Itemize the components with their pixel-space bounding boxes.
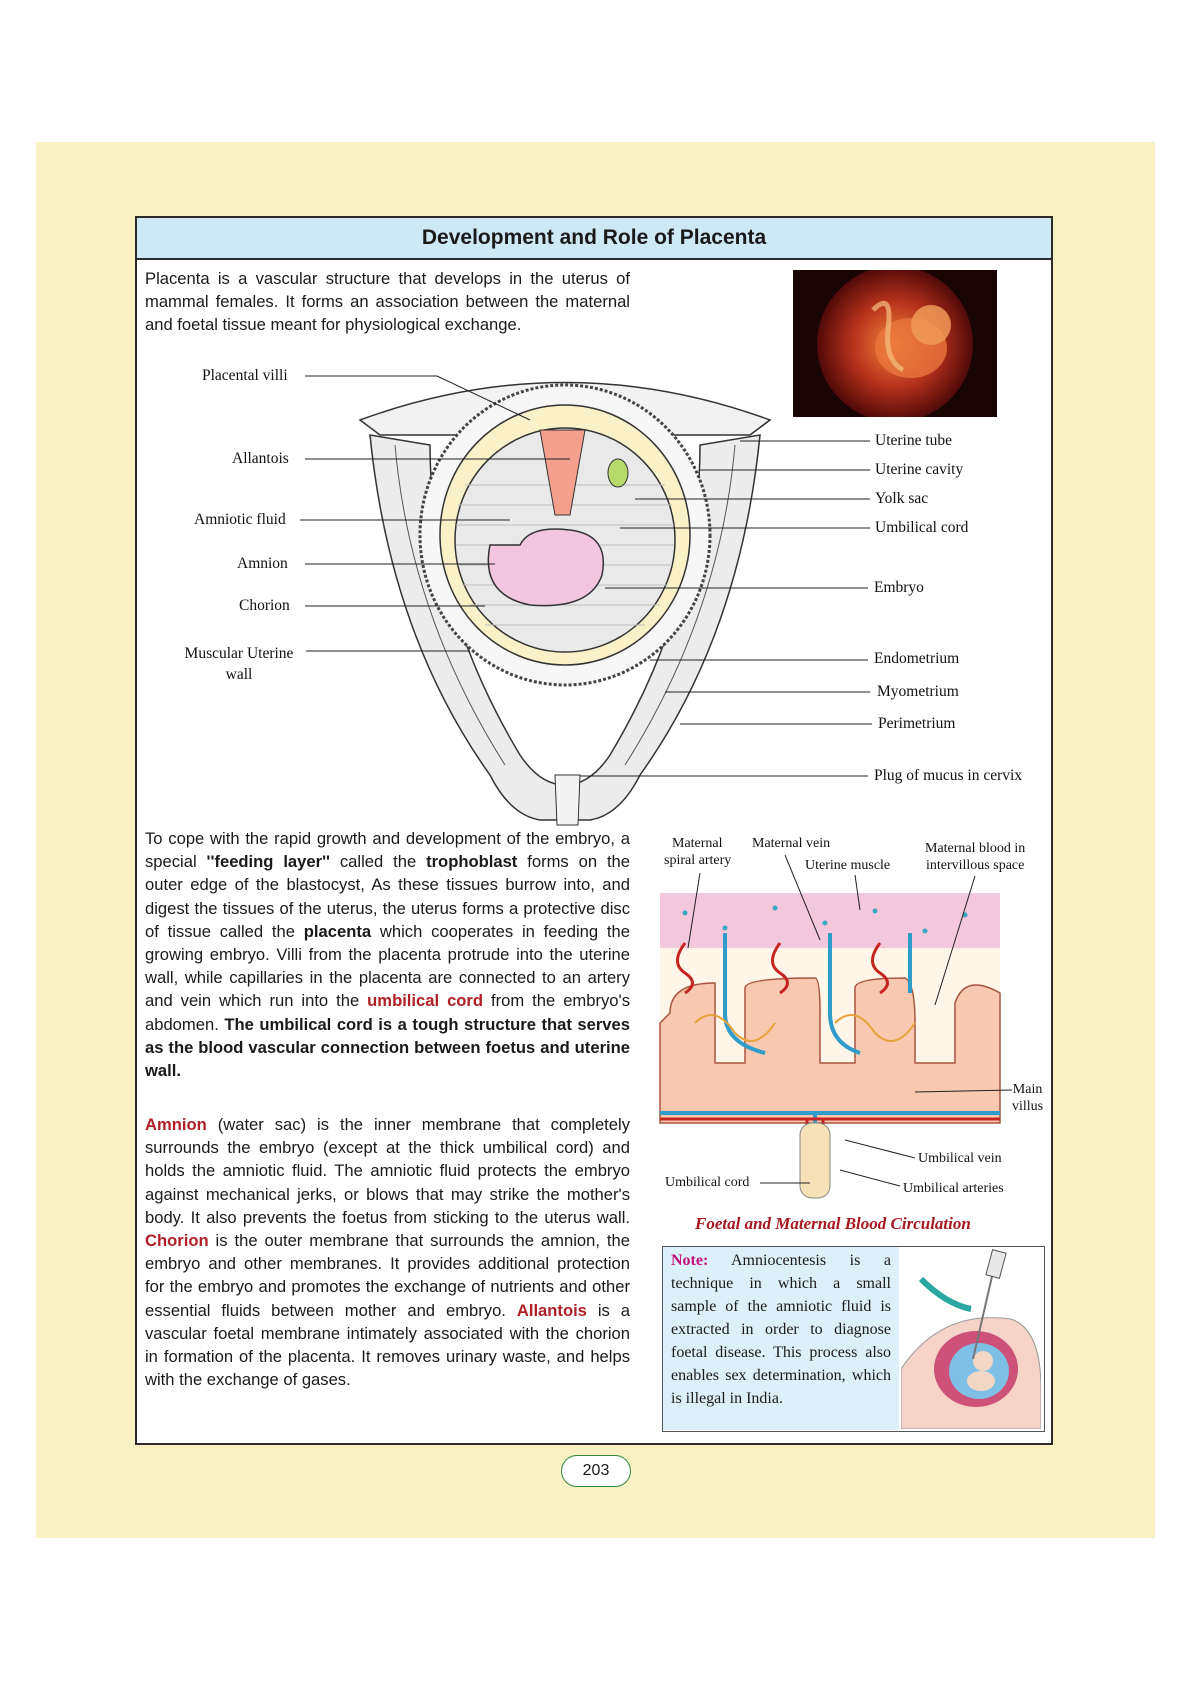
label-uterine-cavity: Uterine cavity <box>875 461 964 478</box>
label-yolk-sac: Yolk sac <box>875 490 929 507</box>
circulation-caption: Foetal and Maternal Blood Circulation <box>695 1214 971 1233</box>
section-title: Development and Role of Placenta <box>137 218 1051 260</box>
amniocentesis-illustration <box>901 1249 1041 1429</box>
label-maternal-vein: Maternal vein <box>752 836 831 851</box>
label-placental-villi: Placental villi <box>202 367 288 384</box>
label-umbilical-cord-2: Umbilical cord <box>665 1175 750 1190</box>
label-main-villus: Main villus <box>1012 1082 1044 1114</box>
label-maternal-blood: Maternal blood in intervillous space <box>925 841 1026 873</box>
label-amniotic-fluid: Amniotic fluid <box>194 511 286 528</box>
membranes-paragraph: Amnion (water sac) is the inner membrane that completely surrounds the embryo (except at the thick umbilical cord) and holds the amniotic fluid. The amniotic fluid protects the embryo against mechanical jerks, or blows that may strike the mother's body. It also prevents the foetus from sticking to the uterus wall. Chorion is the outer membrane that surrounds the amnion, the embryo and other membranes. It provides additional protection for the embryo and promotes the exchange of nutrients and other essential fluids between mother and embryo. Allantois is a vascular foetal membrane intimately associated with the chorion in formation of the placenta. It removes urinary waste, and helps with the exchange of gases. <box>145 1115 630 1390</box>
note-box <box>662 1246 1045 1432</box>
label-perimetrium: Perimetrium <box>878 715 956 732</box>
label-embryo: Embryo <box>874 579 924 596</box>
page-number: 203 <box>561 1455 631 1487</box>
label-myometrium: Myometrium <box>877 683 959 700</box>
label-chorion: Chorion <box>239 597 290 614</box>
label-endometrium: Endometrium <box>874 650 960 667</box>
note-text: Note: Amniocentesis is a technique in which a small sample of the amniotic fluid is extracted in order to diagnose foetal disease. This process also enables sex determination, which is illegal in India. <box>663 1247 899 1430</box>
label-muscular-uterine-wall: Muscular Uterine wall <box>184 645 294 683</box>
label-umbilical-cord: Umbilical cord <box>875 519 969 536</box>
label-uterine-tube: Uterine tube <box>875 432 953 449</box>
uterus-diagram <box>340 355 790 830</box>
label-amnion: Amnion <box>237 555 288 572</box>
intro-paragraph: Placenta is a vascular structure that develops in the uterus of mammal females. It forms an association between the maternal and foetal tissue meant for physiological exchange. <box>145 269 630 335</box>
fetus-photo <box>793 270 997 417</box>
label-uterine-muscle: Uterine muscle <box>805 858 891 873</box>
label-umbilical-vein: Umbilical vein <box>918 1151 1002 1166</box>
label-maternal-spiral-artery: Maternal spiral artery <box>664 836 732 868</box>
trophoblast-paragraph: To cope with the rapid growth and development of the embryo, a special ''feeding layer'' called the trophoblast forms on the outer edge of the blastocyst, As these tissues burrow into, and digest the tissues of the uterus, the uterus forms a protective disc of tissue called the placenta which cooperates in feeding the growing embryo. Villi from the placenta protrude into the uterine wall, while capillaries in the placenta are connected to an artery and vein which run into the umbilical cord from the embryo's abdomen. The umbilical cord is a tough structure that serves as the blood vascular connection between foetus and uterine wall. <box>145 829 631 1081</box>
label-plug-of-mucus: Plug of mucus in cervix <box>874 767 1023 784</box>
label-umbilical-arteries: Umbilical arteries <box>903 1181 1004 1196</box>
label-allantois: Allantois <box>232 450 289 467</box>
